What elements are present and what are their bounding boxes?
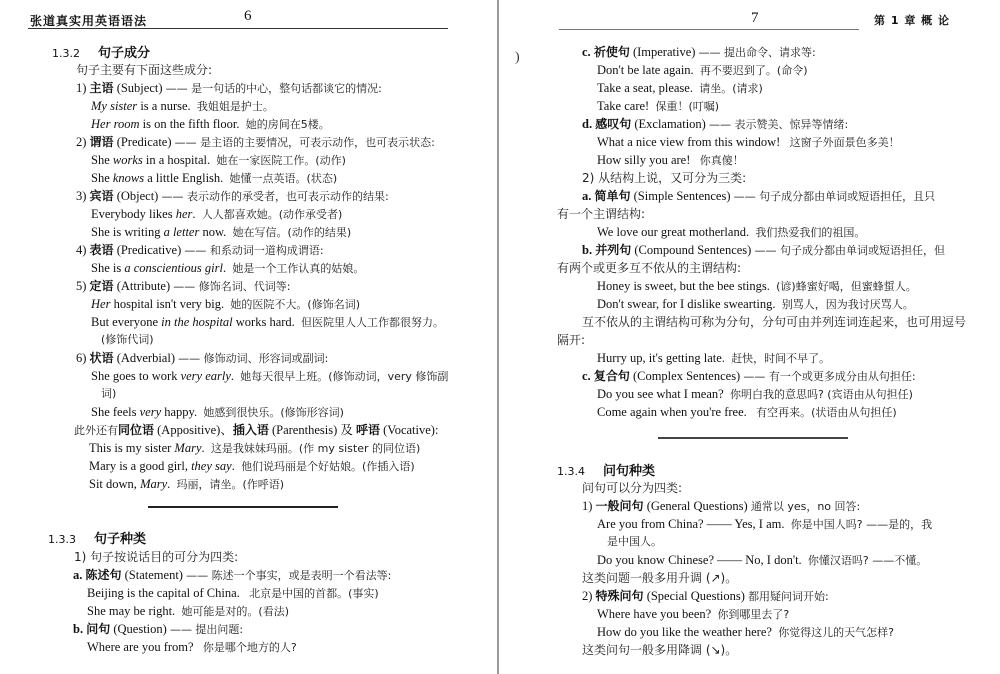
example-line: Where are you from? 你是哪个地方的人?: [87, 640, 297, 654]
right-page: [499, 0, 1000, 674]
example-line: Come again when you're free. 有空再来。(状语由从句担任): [597, 405, 897, 419]
section-intro: 句子主要有下面这些成分:: [76, 63, 213, 77]
example-line: How silly you are! 你真傻！: [597, 153, 744, 167]
example-line: She may be right. 她可能是对的。(看法): [87, 604, 290, 618]
item-complex-sentences: c. 复合句 (Complex Sentences) —— 有一个或更多成分由从句担任:: [582, 369, 916, 383]
section-intro: 1) 句子按说话目的可分为四类:: [74, 550, 239, 564]
item-continuation: 有一个主谓结构:: [557, 207, 646, 221]
example-continuation: 是中国人。: [607, 535, 662, 548]
header-rule: [559, 29, 859, 30]
example-line: Do you know Chinese? —— No, I don't. 你懂汉语吗? ——不懂。: [597, 553, 928, 567]
item-adverbial: 6) 状语 (Adverbial) —— 修饰动词、形容词或副词:: [76, 351, 329, 365]
item-imperative: c. 祈使句 (Imperative) —— 提出命令、请求等:: [582, 45, 816, 59]
section-heading-1-3-2: 1.3.2 句子成分: [52, 46, 151, 61]
example-line: Where have you been? 你到哪里去了?: [597, 607, 790, 621]
clause-note: 互不依从的主谓结构可称为分句，分句可由并列连词连起来，也可用逗号: [582, 315, 967, 329]
example-line: How do you like the weather here? 你觉得这儿的天气怎样?: [597, 625, 895, 639]
item-predicative: 4) 表语 (Predicative) —— 和系动词一道构成谓语:: [76, 243, 324, 257]
example-line: We love our great motherland. 我们热爱我们的祖国。: [597, 225, 866, 239]
example-line: Her hospital isn't very big. 她的医院不大。(修饰名词): [91, 297, 360, 311]
example-line: She is a conscientious girl. 她是一个工作认真的姑娘。: [91, 261, 365, 275]
item-predicate: 2) 谓语 (Predicate) —— 是主语的主要情况，可表示动作，也可表示状态:: [76, 135, 435, 149]
example-line: What a nice view from this window! 这窗子外面景色多美！: [597, 135, 900, 149]
page-number-right: 7: [751, 10, 759, 26]
example-line: Take care! 保重！(叮嘱): [597, 99, 720, 113]
section-heading-1-3-4: 1.3.4 问句种类: [557, 464, 656, 479]
example-line: Her room is on the fifth floor. 她的房间在5楼。: [91, 117, 330, 131]
page-number-left: 6: [244, 8, 252, 24]
example-line: Take a seat, please. 请坐。(请求): [597, 81, 763, 95]
example-line: Beijing is the capital of China. 北京是中国的首都。(事实): [87, 586, 379, 600]
section-separator: [658, 437, 848, 439]
item-subject: 1) 主语 (Subject) —— 是一句话的中心，整句话都谈它的情况:: [76, 81, 382, 95]
section-intro: 问句可以分为四类:: [582, 481, 683, 495]
example-line: My sister is a nurse. 我姐姐是护士。: [91, 99, 274, 113]
item-statement: a. 陈述句 (Statement) —— 陈述一个事实，或是表明一个看法等:: [73, 568, 392, 582]
item-special-questions: 2) 特殊问句 (Special Questions) 都用疑问词开始:: [582, 589, 829, 603]
item-simple-sentences: a. 简单句 (Simple Sentences) —— 句子成分都由单词或短语担任，且只: [582, 189, 936, 203]
example-line: She goes to work very early. 她每天很早上班。(修饰动词，very 修饰副: [91, 369, 449, 383]
example-line: She is writing a letter now. 她在写信。(动作的结果): [91, 225, 352, 239]
example-line: Don't swear, for I dislike swearting. 别骂人，因为我讨厌骂人。: [597, 297, 914, 311]
left-page: [0, 0, 497, 674]
item-attribute: 5) 定语 (Attribute) —— 修饰名词、代词等:: [76, 279, 291, 293]
intonation-note: 这类问题一般多用升调 (↗)。: [582, 571, 738, 585]
extra-components: 此外还有同位语 (Appositive)、插入语 (Parenthesis) 及 呼语 (Vocative):: [74, 423, 439, 437]
example-line: She works in a hospital. 她在一家医院工作。(动作): [91, 153, 346, 167]
clause-note-continuation: 隔开:: [557, 333, 586, 347]
example-line: Hurry up, it's getting late. 赶快，时间不早了。: [597, 351, 831, 365]
item-general-questions: 1) 一般问句 (General Questions) 通常以 yes，no 回答:: [582, 499, 861, 513]
structure-intro: 2) 从结构上说，又可分为三类:: [582, 171, 747, 185]
example-line: She feels very happy. 她感到很快乐。(修饰形容词): [91, 405, 344, 419]
chapter-header: 第 1 章 概 论: [874, 14, 950, 27]
example-line: Don't be late again. 再不要迟到了。(命令): [597, 63, 808, 77]
example-line: But everyone in the hospital works hard. 但医院里人人工作都很努力。: [91, 315, 445, 329]
example-continuation: (修饰代词): [101, 333, 154, 346]
item-question: b. 问句 (Question) —— 提出问题:: [73, 622, 244, 636]
intonation-note: 这类问句一般多用降调 (↘)。: [582, 643, 738, 657]
section-heading-1-3-3: 1.3.3 句子种类: [48, 532, 147, 547]
example-line: Are you from China? —— Yes, I am. 你是中国人吗? ——是的，我: [597, 517, 933, 531]
example-line: She knows a little English. 她懂一点英语。(状态): [91, 171, 338, 185]
example-line: Honey is sweet, but the bee stings. (谚)蜂蜜好喝，但蜜蜂蜇人。: [597, 279, 917, 293]
example-line: Sit down, Mary. 玛丽，请坐。(作呼语): [89, 477, 285, 491]
example-line: This is my sister Mary. 这是我妹妹玛丽。(作 my sister 的同位语): [89, 441, 421, 455]
header-rule: [28, 28, 448, 29]
example-line: Everybody likes her. 人人都喜欢她。(动作承受者): [91, 207, 343, 221]
example-line: Do you see what I mean? 你明白我的意思吗? (宾语由从句担任): [597, 387, 913, 401]
example-continuation: 词): [101, 387, 117, 400]
margin-mark: ): [515, 50, 520, 65]
section-separator: [148, 506, 338, 508]
book-title-header: 张道真实用英语语法: [30, 14, 148, 28]
example-line: Mary is a good girl, they say. 他们说玛丽是个好姑娘。(作插入语): [89, 459, 415, 473]
item-compound-sentences: b. 并列句 (Compound Sentences) —— 句子成分都由单词或短语担任，但: [582, 243, 945, 257]
item-exclamation: d. 感叹句 (Exclamation) —— 表示赞美、惊异等情绪:: [582, 117, 849, 131]
item-continuation: 有两个或更多互不依从的主谓结构:: [557, 261, 742, 275]
item-object: 3) 宾语 (Object) —— 表示动作的承受者，也可表示动作的结果:: [76, 189, 389, 203]
